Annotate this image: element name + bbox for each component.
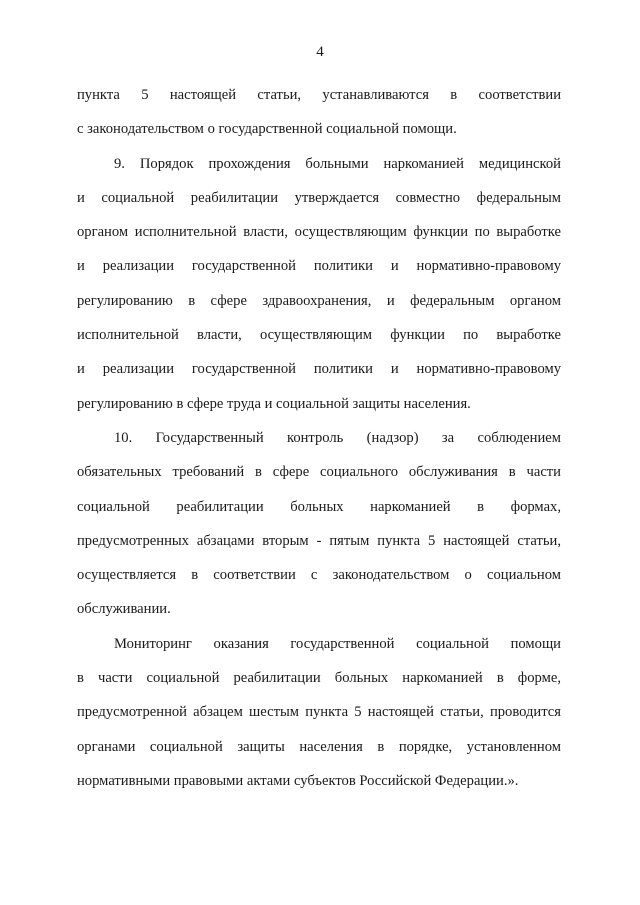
text-line: и реализации государственной политики и нормативно-правовому	[77, 361, 561, 378]
text-line: с законодательством о государственной социальной помощи.	[77, 121, 457, 138]
text-line: 10. Государственный контроль (надзор) за соблюдением	[114, 429, 561, 446]
text-line: органом исполнительной власти, осуществляющим функции по выработке	[77, 224, 561, 241]
text-line: Мониторинг оказания государственной социальной помощи	[114, 635, 561, 652]
text-line: обслуживании.	[77, 601, 171, 618]
text-line: нормативными правовыми актами субъектов Российской Федерации.».	[77, 772, 519, 789]
text-line: предусмотренных абзацами вторым - пятым пункта 5 настоящей статьи,	[77, 532, 561, 549]
page-number: 4	[316, 44, 324, 60]
text-line: предусмотренной абзацем шестым пункта 5 настоящей статьи, проводится	[77, 704, 561, 721]
paragraph-item-9	[77, 147, 561, 421]
text-line: в части социальной реабилитации больных наркоманией в форме,	[77, 670, 561, 687]
document-body	[77, 78, 561, 798]
text-line: осуществляется в соответствии с законодательством о социальном	[77, 567, 561, 584]
text-line: органами социальной защиты населения в порядке, установленном	[77, 738, 561, 755]
text-line: исполнительной власти, осуществляющим функции по выработке	[77, 327, 561, 344]
text-line: социальной реабилитации больных наркоманией в формах,	[77, 498, 561, 515]
text-line: и реализации государственной политики и нормативно-правовому	[77, 258, 561, 275]
text-line: регулированию в сфере труда и социальной защиты населения.	[77, 395, 471, 412]
paragraph-item-10	[77, 421, 561, 627]
text-line: 9. Порядок прохождения больными наркоманией медицинской	[114, 155, 561, 172]
paragraph-continuation	[77, 78, 561, 147]
text-line: обязательных требований в сфере социального обслуживания в части	[77, 464, 561, 481]
text-line: пункта 5 настоящей статьи, устанавливаются в соответствии	[77, 87, 561, 103]
paragraph-monitoring	[77, 627, 561, 798]
text-line: и социальной реабилитации утверждается совместно федеральным	[77, 189, 561, 206]
text-line: регулированию в сфере здравоохранения, и федеральным органом	[77, 292, 561, 309]
